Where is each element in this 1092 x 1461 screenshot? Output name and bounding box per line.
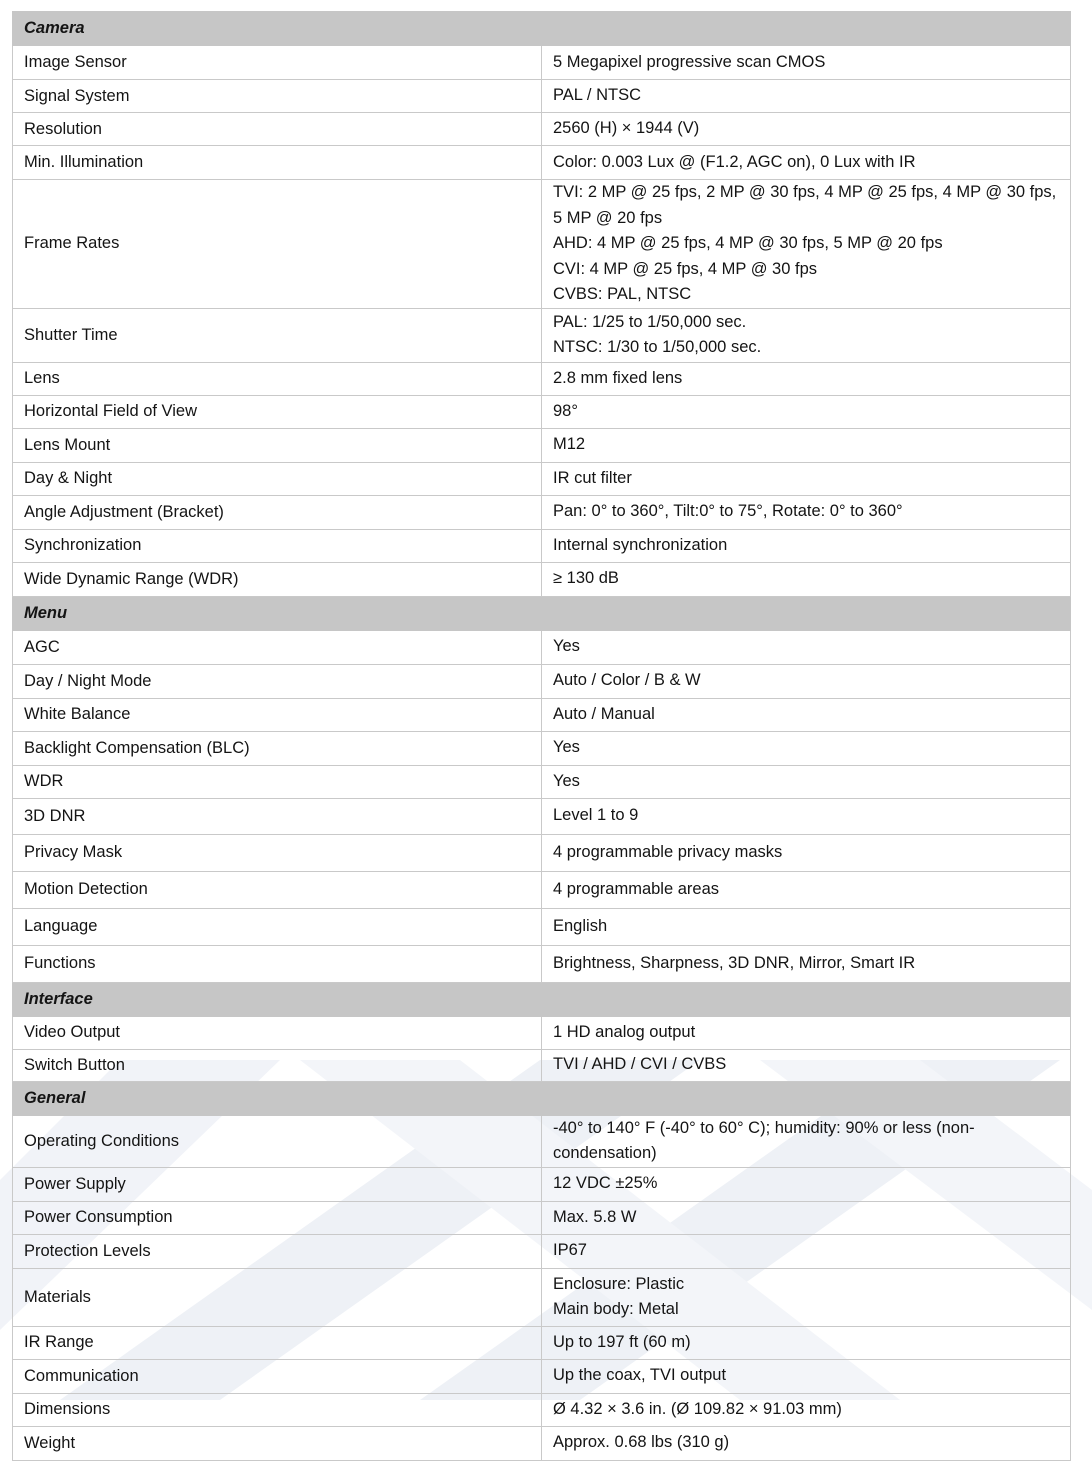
spec-value-line: Auto / Color / B & W xyxy=(553,671,701,690)
table-row xyxy=(13,664,1071,698)
section-header xyxy=(13,12,1071,46)
table-row xyxy=(13,1201,1071,1234)
table-row xyxy=(13,180,1071,309)
spec-value-line: PAL / NTSC xyxy=(553,86,642,105)
spec-value-line: 98° xyxy=(553,401,578,420)
spec-value-line: Level 1 to 9 xyxy=(553,806,639,825)
spec-label: Backlight Compensation (BLC) xyxy=(13,731,542,765)
spec-value-line: 4 programmable areas xyxy=(553,879,719,898)
spec-value-line: IR cut filter xyxy=(553,468,632,487)
spec-label: AGC xyxy=(13,630,542,664)
spec-label: Weight xyxy=(13,1426,542,1460)
spec-value xyxy=(542,1426,1071,1460)
table-row xyxy=(13,113,1071,146)
spec-value-line: Up the coax, TVI output xyxy=(553,1366,727,1385)
spec-value-line: IP67 xyxy=(553,1241,587,1260)
spec-value xyxy=(542,462,1071,495)
spec-value xyxy=(542,113,1071,146)
table-row xyxy=(13,529,1071,562)
section-header xyxy=(13,596,1071,630)
section-title: Camera xyxy=(13,12,1071,46)
spec-label: Wide Dynamic Range (WDR) xyxy=(13,562,542,596)
spec-label: Power Supply xyxy=(13,1167,542,1201)
spec-value-line: Up to 197 ft (60 m) xyxy=(553,1332,691,1351)
spec-value xyxy=(542,731,1071,765)
spec-label: Switch Button xyxy=(13,1049,542,1081)
spec-label: Communication xyxy=(13,1359,542,1393)
spec-value-line: Enclosure: Plastic xyxy=(553,1274,685,1293)
spec-value-line: CVBS: PAL, NTSC xyxy=(553,285,692,303)
spec-label: Power Consumption xyxy=(13,1201,542,1234)
spec-label: Min. Illumination xyxy=(13,146,542,180)
spec-value-line: 4 programmable privacy masks xyxy=(553,842,783,861)
spec-value xyxy=(542,945,1071,982)
spec-value-line: 12 VDC ±25% xyxy=(553,1174,658,1193)
spec-label: Language xyxy=(13,908,542,945)
spec-value xyxy=(542,362,1071,395)
spec-value xyxy=(542,1234,1071,1268)
spec-value xyxy=(542,1016,1071,1049)
spec-value xyxy=(542,1359,1071,1393)
table-row xyxy=(13,945,1071,982)
spec-value xyxy=(542,664,1071,698)
spec-value-line: Yes xyxy=(553,637,580,656)
spec-value xyxy=(542,908,1071,945)
spec-table xyxy=(12,11,1071,1461)
spec-value xyxy=(542,80,1071,113)
spec-value xyxy=(542,46,1071,80)
spec-value-line: English xyxy=(553,916,608,935)
spec-label: Motion Detection xyxy=(13,871,542,908)
table-row xyxy=(13,1268,1071,1326)
spec-value xyxy=(542,495,1071,529)
spec-value xyxy=(542,146,1071,180)
table-row xyxy=(13,1393,1071,1426)
spec-value-line: 1 HD analog output xyxy=(553,1022,696,1041)
table-row xyxy=(13,1049,1071,1081)
spec-value xyxy=(542,834,1071,871)
spec-label: Horizontal Field of View xyxy=(13,395,542,428)
table-row xyxy=(13,765,1071,798)
spec-value-line: 2.8 mm fixed lens xyxy=(553,368,683,387)
spec-value xyxy=(542,562,1071,596)
table-row xyxy=(13,308,1071,362)
spec-value-line: -40° to 140° F (-40° to 60° C); humidity: 90% or less (non-condensation) xyxy=(553,1118,975,1162)
spec-value-line: 5 Megapixel progressive scan CMOS xyxy=(553,52,826,71)
table-row xyxy=(13,1426,1071,1460)
table-row xyxy=(13,698,1071,731)
spec-label: White Balance xyxy=(13,698,542,731)
spec-label: Image Sensor xyxy=(13,46,542,80)
spec-value xyxy=(542,1167,1071,1201)
spec-value-line: TVI: 2 MP @ 25 fps, 2 MP @ 30 fps, 4 MP @ 25 fps, 4 MP @ 30 fps, 5 MP @ 20 fps xyxy=(553,183,1057,227)
spec-label: Frame Rates xyxy=(13,180,542,309)
spec-value xyxy=(542,428,1071,462)
spec-value-line: Pan: 0° to 360°, Tilt:0° to 75°, Rotate: 0° to 360° xyxy=(553,502,903,521)
table-row xyxy=(13,428,1071,462)
table-row xyxy=(13,1326,1071,1359)
spec-value xyxy=(542,180,1071,309)
table-row xyxy=(13,1359,1071,1393)
spec-value-line: NTSC: 1/30 to 1/50,000 sec. xyxy=(553,338,762,356)
table-row xyxy=(13,495,1071,529)
spec-label: Lens xyxy=(13,362,542,395)
table-row xyxy=(13,630,1071,664)
spec-value-line: Main body: Metal xyxy=(553,1300,679,1318)
spec-label: Lens Mount xyxy=(13,428,542,462)
spec-value-line: ≥ 130 dB xyxy=(553,569,619,588)
spec-value xyxy=(542,630,1071,664)
spec-value xyxy=(542,698,1071,731)
spec-value-line: Color: 0.003 Lux @ (F1.2, AGC on), 0 Lux with IR xyxy=(553,152,916,171)
spec-value-line: Internal synchronization xyxy=(553,535,728,554)
spec-value-line: Approx. 0.68 lbs (310 g) xyxy=(553,1433,730,1452)
spec-value-line: TVI / AHD / CVI / CVBS xyxy=(553,1055,727,1074)
spec-value-line: Auto / Manual xyxy=(553,704,655,723)
table-row xyxy=(13,462,1071,495)
spec-label: Operating Conditions xyxy=(13,1115,542,1167)
table-row xyxy=(13,1115,1071,1167)
spec-label: Resolution xyxy=(13,113,542,146)
spec-value-line: M12 xyxy=(553,435,586,454)
spec-label: Functions xyxy=(13,945,542,982)
spec-value xyxy=(542,1049,1071,1081)
spec-value-line: Brightness, Sharpness, 3D DNR, Mirror, Smart IR xyxy=(553,953,916,972)
table-row xyxy=(13,871,1071,908)
spec-value xyxy=(542,765,1071,798)
spec-value-line: Max. 5.8 W xyxy=(553,1207,637,1226)
spec-label: Shutter Time xyxy=(13,308,542,362)
spec-label: 3D DNR xyxy=(13,798,542,834)
spec-value-line: Yes xyxy=(553,771,580,790)
spec-label: Privacy Mask xyxy=(13,834,542,871)
table-row xyxy=(13,798,1071,834)
spec-label: WDR xyxy=(13,765,542,798)
spec-value xyxy=(542,1201,1071,1234)
spec-label: Dimensions xyxy=(13,1393,542,1426)
table-row xyxy=(13,834,1071,871)
spec-label: Materials xyxy=(13,1268,542,1326)
table-row xyxy=(13,731,1071,765)
table-row xyxy=(13,908,1071,945)
spec-value-line: Ø 4.32 × 3.6 in. (Ø 109.82 × 91.03 mm) xyxy=(553,1399,842,1418)
spec-value xyxy=(542,395,1071,428)
section-title: Interface xyxy=(13,982,1071,1016)
spec-value-line: CVI: 4 MP @ 25 fps, 4 MP @ 30 fps xyxy=(553,259,817,278)
section-header xyxy=(13,1081,1071,1115)
spec-label: Day & Night xyxy=(13,462,542,495)
spec-value xyxy=(542,1115,1071,1167)
section-header xyxy=(13,982,1071,1016)
table-row xyxy=(13,146,1071,180)
spec-value xyxy=(542,871,1071,908)
table-row xyxy=(13,362,1071,395)
table-row xyxy=(13,1016,1071,1049)
spec-value xyxy=(542,308,1071,362)
table-row xyxy=(13,562,1071,596)
table-row xyxy=(13,1234,1071,1268)
spec-value-line: PAL: 1/25 to 1/50,000 sec. xyxy=(553,312,747,331)
spec-label: Angle Adjustment (Bracket) xyxy=(13,495,542,529)
spec-value xyxy=(542,798,1071,834)
spec-label: Video Output xyxy=(13,1016,542,1049)
table-row xyxy=(13,80,1071,113)
spec-value-line: 2560 (H) × 1944 (V) xyxy=(553,119,700,138)
spec-value xyxy=(542,529,1071,562)
table-row xyxy=(13,1167,1071,1201)
spec-label: Signal System xyxy=(13,80,542,113)
table-row xyxy=(13,395,1071,428)
spec-value-line: AHD: 4 MP @ 25 fps, 4 MP @ 30 fps, 5 MP @ 20 fps xyxy=(553,234,943,252)
spec-label: Day / Night Mode xyxy=(13,664,542,698)
spec-value xyxy=(542,1268,1071,1326)
spec-label: Protection Levels xyxy=(13,1234,542,1268)
section-title: General xyxy=(13,1081,1071,1115)
section-title: Menu xyxy=(13,596,1071,630)
spec-label: IR Range xyxy=(13,1326,542,1359)
table-row xyxy=(13,46,1071,80)
spec-value xyxy=(542,1326,1071,1359)
spec-value xyxy=(542,1393,1071,1426)
spec-value-line: Yes xyxy=(553,738,580,757)
spec-label: Synchronization xyxy=(13,529,542,562)
